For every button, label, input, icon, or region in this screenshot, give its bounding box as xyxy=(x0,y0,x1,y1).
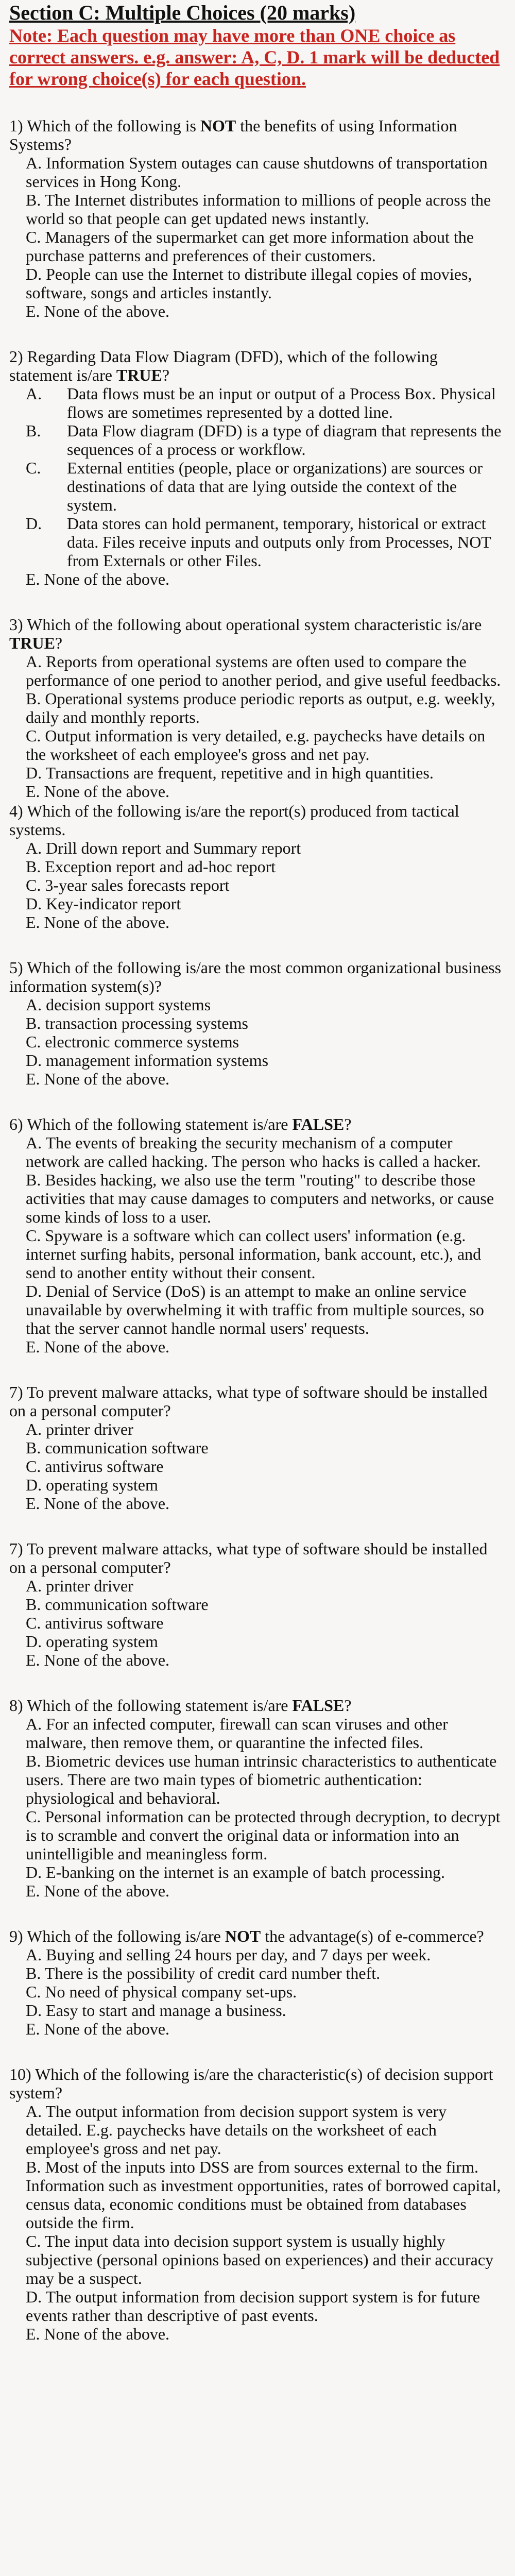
question-stem-text: 3) Which of the following about operational system characteristic is/are xyxy=(9,615,482,634)
question-stem xyxy=(9,2065,504,2102)
question-block xyxy=(9,1927,504,2038)
answer-option: B. Most of the inputs into DSS are from sources external to the firm. Information such as investment opportunities, rates of borrowed capital, census data, economic conditions must be obtained from databases outside the firm. xyxy=(26,2158,501,2232)
question-stem-emphasis: FALSE xyxy=(292,1115,345,1133)
question-block xyxy=(9,347,504,588)
page-content xyxy=(9,0,504,2370)
question-stem xyxy=(9,1927,504,1945)
answer-option: D. People can use the Internet to distribute illegal copies of movies, software, songs and articles instantly. xyxy=(26,265,472,302)
answer-option: D. operating system xyxy=(26,1476,158,1494)
answer-option: D. operating system xyxy=(26,1632,158,1651)
question-block xyxy=(9,1696,504,1900)
question-stem xyxy=(9,615,504,652)
question-stem-text: 7) To prevent malware attacks, what type of software should be installed on a personal computer? xyxy=(9,1539,488,1577)
question-block xyxy=(9,615,504,801)
answer-option: B. transaction processing systems xyxy=(26,1014,248,1032)
question-stem-text: 1) Which of the following is xyxy=(9,116,200,135)
answer-option xyxy=(26,514,504,570)
answer-option: E. None of the above. xyxy=(26,2325,170,2343)
answer-option: C. No need of physical company set-ups. xyxy=(26,1982,297,2001)
question-block xyxy=(9,2065,504,2343)
answer-option: C. Personal information can be protected through decryption, to decrypt is to scramble and convert the original data or information into an unintelligible and meaningless form. xyxy=(26,1807,501,1863)
answer-option: E. None of the above. xyxy=(26,1651,170,1669)
answer-option: E. None of the above. xyxy=(26,1882,170,1900)
question-stem-text: 7) To prevent malware attacks, what type of software should be installed on a personal computer? xyxy=(9,1383,488,1420)
question-stem xyxy=(9,1696,504,1715)
question-stem xyxy=(9,958,504,995)
question-stem-emphasis: NOT xyxy=(225,1927,261,1945)
answer-option-label: D. xyxy=(26,514,42,533)
answer-option: C. antivirus software xyxy=(26,1614,164,1632)
question-list xyxy=(9,116,504,2343)
question-stem xyxy=(9,1115,504,1133)
question-stem-text: 4) Which of the following is/are the report(s) produced from tactical systems. xyxy=(9,802,459,839)
answer-option: E. None of the above. xyxy=(26,302,170,320)
answer-option: C. antivirus software xyxy=(26,1457,164,1476)
question-stem-text: 5) Which of the following is/are the most common organizational business information system(s)? xyxy=(9,958,502,995)
answer-option: C. Managers of the supermarket can get more information about the purchase patterns and preferences of their customers. xyxy=(26,228,474,265)
question-stem xyxy=(9,347,504,384)
answer-option: B. Operational systems produce periodic reports as output, e.g. weekly, daily and monthly reports. xyxy=(26,689,495,726)
answer-option: C. Output information is very detailed, e.g. paychecks have details on the worksheet of each employee's gross and net pay. xyxy=(26,726,486,764)
question-stem-text: 10) Which of the following is/are the characteristic(s) of decision support system? xyxy=(9,2065,493,2102)
answer-option-text: Data Flow diagram (DFD) is a type of diagram that represents the sequences of a process or workflow. xyxy=(67,421,502,459)
answer-option: B. communication software xyxy=(26,1595,209,1614)
answer-option: D. E-banking on the internet is an example of batch processing. xyxy=(26,1863,445,1882)
answer-option: A. The events of breaking the security mechanism of a computer network are called hacking. The person who hacks is called a hacker. xyxy=(26,1133,481,1171)
question-stem-text: ? xyxy=(344,1115,352,1133)
answer-option: C. Spyware is a software which can collect users' information (e.g. internet surfing habits, personal information, bank account, etc.), and send to another entity without their consent. xyxy=(26,1226,482,1282)
answer-option: D. Transactions are frequent, repetitive and in high quantities. xyxy=(26,764,434,782)
answer-option: B. Exception report and ad-hoc report xyxy=(26,857,276,876)
answer-option: D. Key-indicator report xyxy=(26,894,181,913)
section-title: Section C: Multiple Choices (20 marks) xyxy=(9,1,356,24)
answer-option: D. Easy to start and manage a business. xyxy=(26,2001,286,2020)
question-block xyxy=(9,1539,504,1669)
answer-option: E. None of the above. xyxy=(26,1070,170,1088)
answer-option-label: A. xyxy=(26,384,42,403)
question-stem-emphasis: TRUE xyxy=(9,634,55,652)
answer-option-label: B. xyxy=(26,421,41,440)
answer-option: B. Besides hacking, we also use the term "routing" to describe those activities that may cause damages to computers and networks, or cause some kinds of loss to a user. xyxy=(26,1171,494,1226)
answer-option xyxy=(26,421,504,459)
answer-option-label: C. xyxy=(26,459,41,477)
answer-option: C. electronic commerce systems xyxy=(26,1032,239,1051)
answer-option: D. The output information from decision support system is for future events rather than descriptive of past events. xyxy=(26,2287,480,2325)
answer-option: A. printer driver xyxy=(26,1420,133,1438)
question-stem xyxy=(9,116,504,154)
question-stem-text: the advantage(s) of e-commerce? xyxy=(261,1927,484,1945)
question-stem-text: ? xyxy=(344,1696,352,1715)
answer-option: A. Drill down report and Summary report xyxy=(26,839,301,857)
answer-option: D. management information systems xyxy=(26,1051,269,1070)
answer-option: E. None of the above. xyxy=(26,2020,170,2038)
answer-option: B. Biometric devices use human intrinsic characteristics to authenticate users. There are two main types of biometric authentication: physiological and behavioral. xyxy=(26,1752,497,1807)
answer-option: E. None of the above. xyxy=(26,913,170,931)
answer-option: E. None of the above. xyxy=(26,570,170,588)
instruction-note: Note: Each question may have more than ONE choice as correct answers. e.g. answer: A, C, D. 1 mark will be deducted for wrong choice(s) for each question. xyxy=(9,25,500,89)
question-stem xyxy=(9,1383,504,1420)
question-stem-text: 6) Which of the following statement is/are xyxy=(9,1115,293,1133)
answer-option: A. Buying and selling 24 hours per day, and 7 days per week. xyxy=(26,1945,431,1964)
answer-option-text: Data flows must be an input or output of a Process Box. Physical flows are sometimes represented by a dotted line. xyxy=(67,384,496,421)
question-block xyxy=(9,802,504,931)
question-stem-text: ? xyxy=(55,634,63,652)
answer-option: C. The input data into decision support system is usually highly subjective (personal opinions based on experiences) and their accuracy may be a suspect. xyxy=(26,2232,494,2287)
question-stem-emphasis: TRUE xyxy=(116,366,162,384)
answer-option-text: External entities (people, place or organizations) are sources or destinations of data that are lying outside the context of the system. xyxy=(67,459,483,514)
question-stem-text: 8) Which of the following statement is/are xyxy=(9,1696,293,1715)
answer-option: E. None of the above. xyxy=(26,1494,170,1513)
question-stem-text: ? xyxy=(162,366,170,384)
question-block xyxy=(9,116,504,320)
question-stem-text: 9) Which of the following is/are xyxy=(9,1927,225,1945)
question-stem-text: 2) Regarding Data Flow Diagram (DFD), which of the following statement is/are xyxy=(9,347,438,384)
question-stem xyxy=(9,1539,504,1577)
answer-option xyxy=(26,384,504,421)
answer-option: C. 3-year sales forecasts report xyxy=(26,876,230,894)
answer-option: D. Denial of Service (DoS) is an attempt to make an online service unavailable by overwhelming it with traffic from multiple sources, so that the server cannot handle normal users' requests. xyxy=(26,1282,484,1337)
answer-option: B. The Internet distributes information to millions of people across the world so that people can get updated news instantly. xyxy=(26,191,491,228)
question-stem-text: the benefits of using Information Systems? xyxy=(9,116,457,154)
answer-option: B. communication software xyxy=(26,1438,209,1457)
answer-option: A. Reports from operational systems are often used to compare the performance of one period to another period, and give useful feedbacks. xyxy=(26,652,501,689)
answer-option: A. The output information from decision support system is very detailed. E.g. paychecks have details on the worksheet of each employee's gross and net pay. xyxy=(26,2102,447,2158)
answer-option: A. Information System outages can cause shutdowns of transportation services in Hong Kong. xyxy=(26,154,488,191)
question-block xyxy=(9,1383,504,1513)
answer-option: A. decision support systems xyxy=(26,995,211,1014)
question-stem-emphasis: FALSE xyxy=(292,1696,345,1715)
question-stem-emphasis: NOT xyxy=(200,116,236,135)
answer-option: E. None of the above. xyxy=(26,782,170,801)
answer-option xyxy=(26,459,504,514)
answer-option: A. For an infected computer, firewall can scan viruses and other malware, then remove them, or quarantine the infected files. xyxy=(26,1715,448,1752)
answer-option: E. None of the above. xyxy=(26,1337,170,1356)
answer-option: A. printer driver xyxy=(26,1577,133,1595)
question-block xyxy=(9,1115,504,1356)
question-block xyxy=(9,958,504,1088)
answer-option: B. There is the possibility of credit card number theft. xyxy=(26,1964,381,1982)
question-stem xyxy=(9,802,504,839)
answer-option-text: Data stores can hold permanent, temporary, historical or extract data. Files receive inputs and outputs only from Processes, NOT from Externals or other Files. xyxy=(67,514,491,570)
